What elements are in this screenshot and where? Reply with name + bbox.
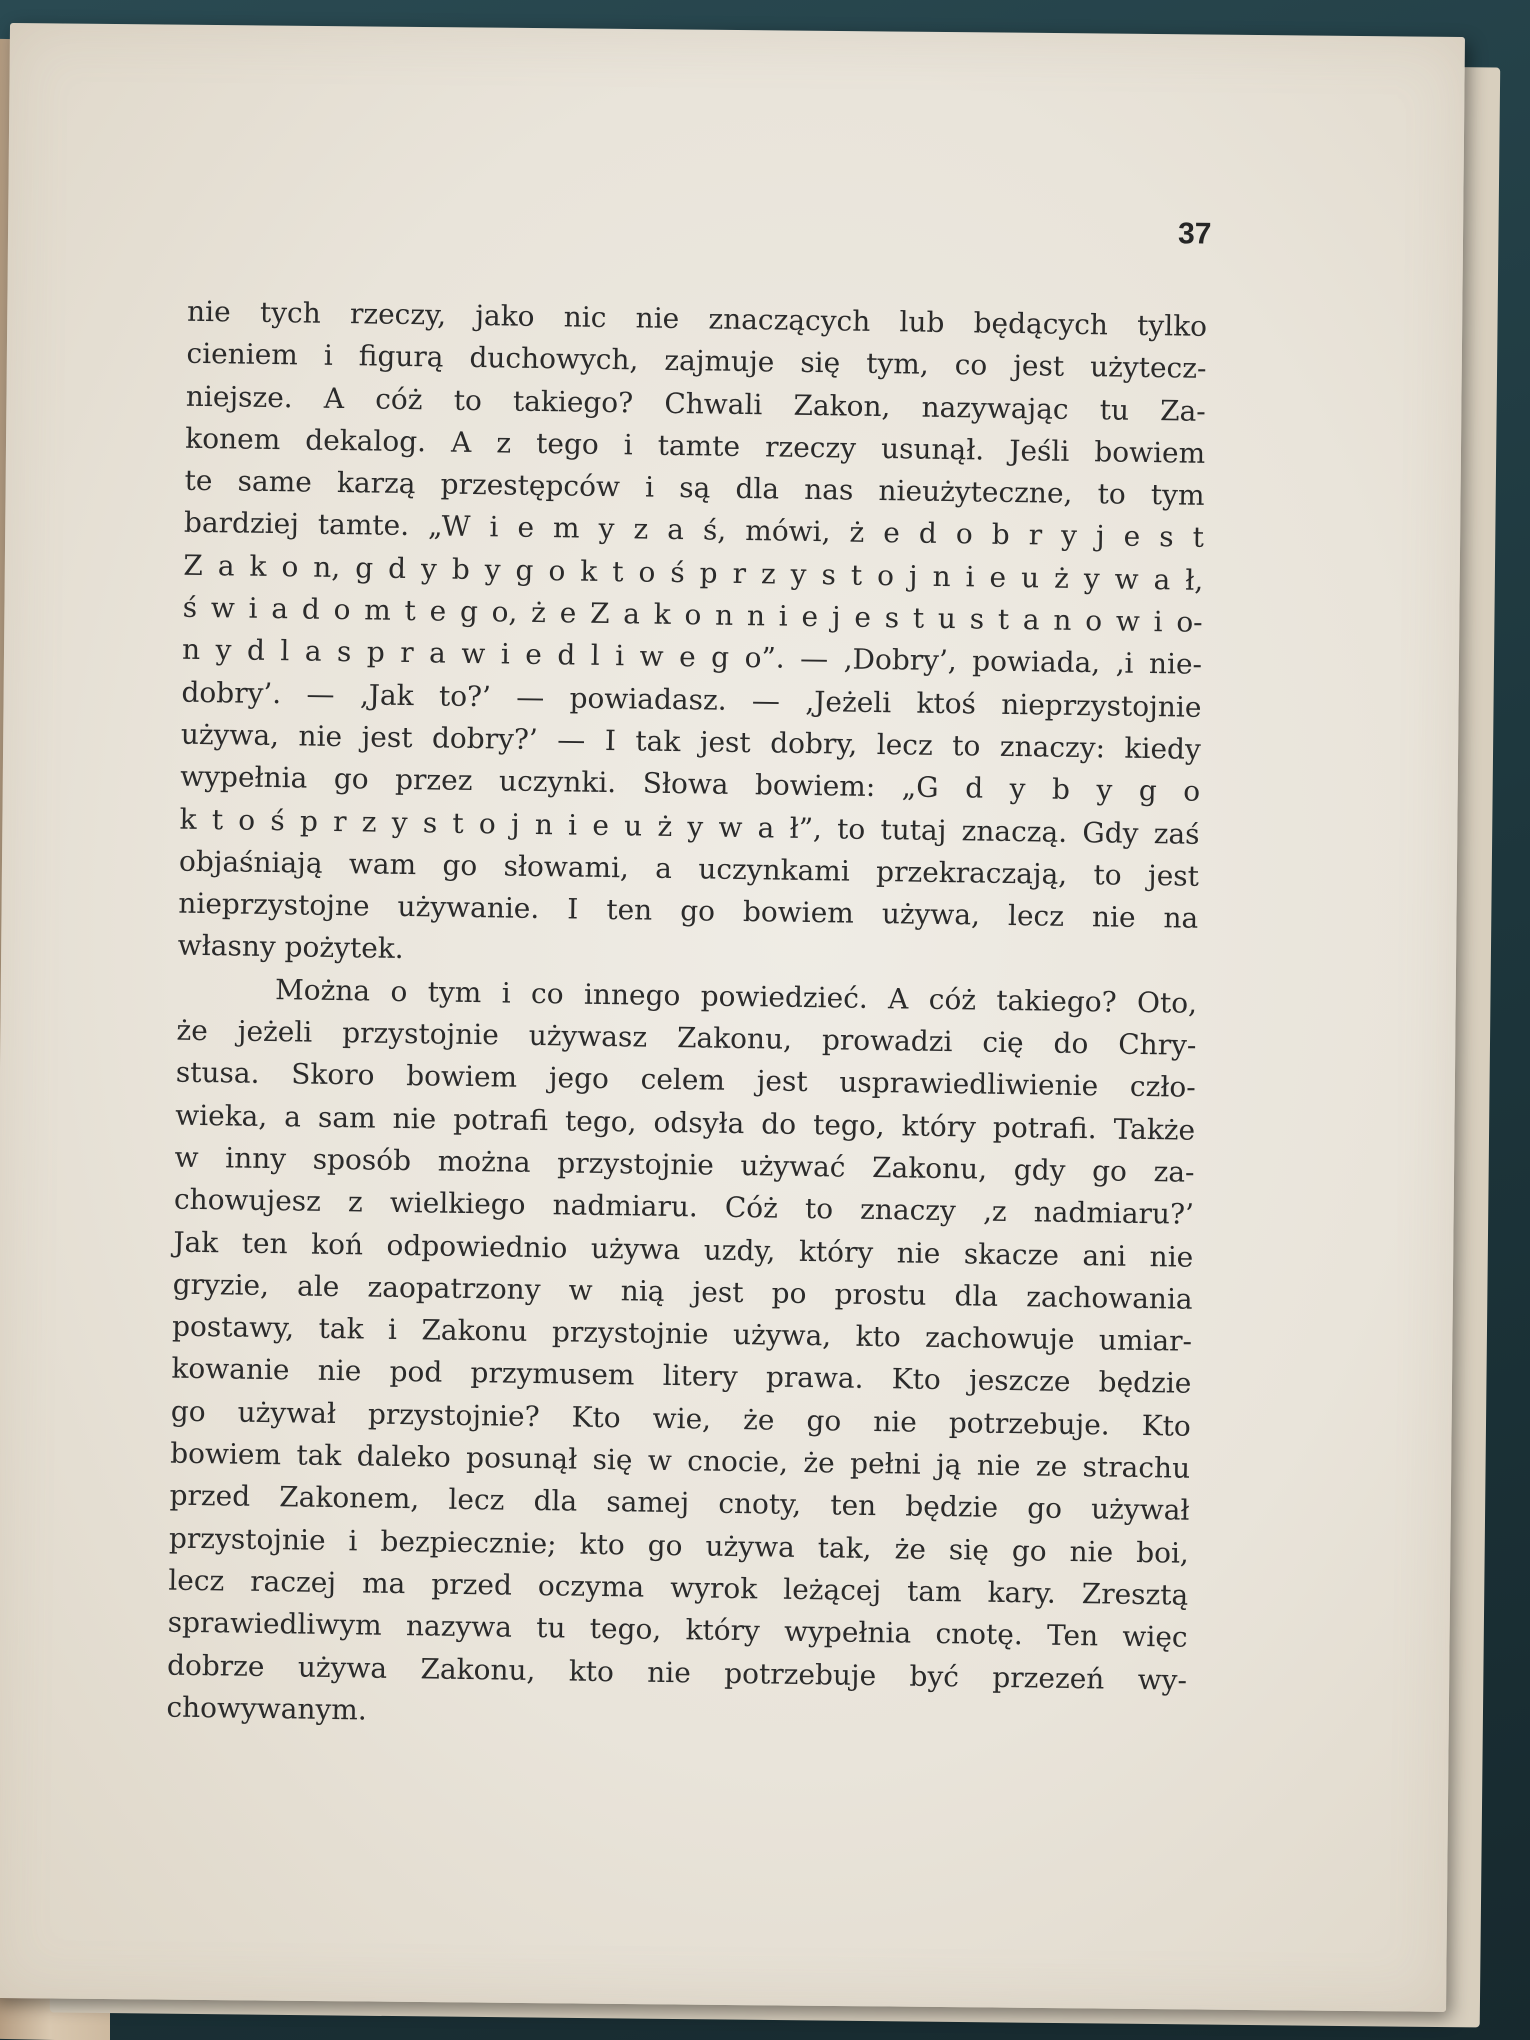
text-line: konem dekalog. A z tego i tamte rzeczy usunął. Jeśli bowiem bbox=[185, 421, 1206, 470]
text-line: przystojnie i bezpiecznie; kto go używa tak, że się go nie boi, bbox=[168, 1521, 1190, 1570]
text-line: Z a k o n, g d y b y g o k t o ś p r z y s t o j n i e u ż y w a ł, bbox=[183, 548, 1204, 597]
text-line: postawy, tak i Zakonu przystojnie używa, kto zachowuje umiar- bbox=[171, 1309, 1193, 1358]
text-line: gryzie, ale zaopatrzony w nią jest po prostu dla zachowania bbox=[172, 1267, 1193, 1316]
paragraph-1 bbox=[177, 291, 1207, 983]
text-line: kowanie nie pod przymusem litery prawa. Kto jeszcze będzie bbox=[171, 1352, 1192, 1401]
text-line: te same karzą przestępców i są dla nas nieużyteczne, to tym bbox=[184, 463, 1205, 513]
text-line: objaśniają wam go słowami, a uczynkami przekraczają, to jest bbox=[178, 844, 1200, 893]
text-line: chowujesz z wielkiego nadmiaru. Cóż to znaczy ‚z nadmiaru?’ bbox=[173, 1182, 1195, 1231]
book-page bbox=[0, 23, 1465, 2012]
text-line: k t o ś p r z y s t o j n i e u ż y w a ł”, to tutaj znaczą. Gdy zaś bbox=[179, 802, 1200, 851]
text-line: przed Zakonem, lecz dla samej cnoty, ten będzie go używał bbox=[169, 1478, 1190, 1528]
text-line: wieka, a sam nie potrafi tego, odsyła do tego, który potrafi. Także bbox=[175, 1098, 1196, 1147]
text-line: sprawiedliwym nazywa tu tego, który wypełnia cnotę. Ten więc bbox=[167, 1605, 1188, 1654]
body-text bbox=[166, 291, 1207, 1744]
paragraph-2 bbox=[166, 967, 1197, 1743]
text-line: nie tych rzeczy, jako nic nie znaczących lub będących tylko bbox=[186, 294, 1208, 343]
text-line: Jak ten koń odpowiednio używa uzdy, który nie skacze ani nie bbox=[173, 1225, 1194, 1274]
text-line: nieprzystojne używanie. I ten go bowiem używa, lecz nie na bbox=[178, 886, 1199, 935]
text-line: go używał przystojnie? Kto wie, że go nie potrzebuje. Kto bbox=[170, 1394, 1191, 1443]
text-line: n y d l a s p r a w i e d l i w e g o”. — ‚Dobry’, powiada, ‚i nie- bbox=[181, 633, 1203, 682]
text-line: wypełnia go przez uczynki. Słowa bowiem: „G d y b y g o bbox=[180, 759, 1201, 809]
text-line: chowywanym. bbox=[166, 1690, 368, 1727]
text-line: dobry’. — ‚Jak to?’ — powiadasz. — ‚Jeżeli ktoś nieprzystojnie bbox=[181, 675, 1202, 724]
text-line: cieniem i figurą duchowych, zajmuje się tym, co jest użytecz- bbox=[186, 337, 1207, 386]
text-line: Można o tym i co innego powiedzieć. A cóż takiego? Oto, bbox=[274, 972, 1198, 1020]
text-line: bardziej tamte. „W i e m y z a ś, mówi, ż e d o b r y j e s t bbox=[183, 506, 1205, 555]
text-line: niejsze. A cóż to takiego? Chwali Zakon, nazywając tu Za- bbox=[185, 379, 1207, 428]
page-number: 37 bbox=[1177, 217, 1212, 251]
text-line: ś w i a d o m t e g o, ż e Z a k o n n i e j e s t u s t a n o w i o- bbox=[182, 590, 1203, 639]
text-line: własny pożytek. bbox=[177, 929, 404, 966]
text-line: lecz raczej ma przed oczyma wyrok leżącej tam kary. Zresztą bbox=[168, 1563, 1189, 1612]
text-line: dobrze używa Zakonu, kto nie potrzebuje być przezeń wy- bbox=[166, 1648, 1188, 1697]
text-line: że jeżeli przystojnie używasz Zakonu, prowadzi cię do Chry- bbox=[176, 1013, 1197, 1062]
text-line: stusa. Skoro bowiem jego celem jest usprawiedliwienie czło- bbox=[175, 1055, 1197, 1105]
text-line: używa, nie jest dobry?’ — I tak jest dobry, lecz to znaczy: kiedy bbox=[180, 717, 1202, 766]
text-line: w inny sposób można przystojnie używać Zakonu, gdy go za- bbox=[174, 1140, 1195, 1189]
text-line: bowiem tak daleko posunął się w cnocie, że pełni ją nie ze strachu bbox=[169, 1436, 1191, 1485]
